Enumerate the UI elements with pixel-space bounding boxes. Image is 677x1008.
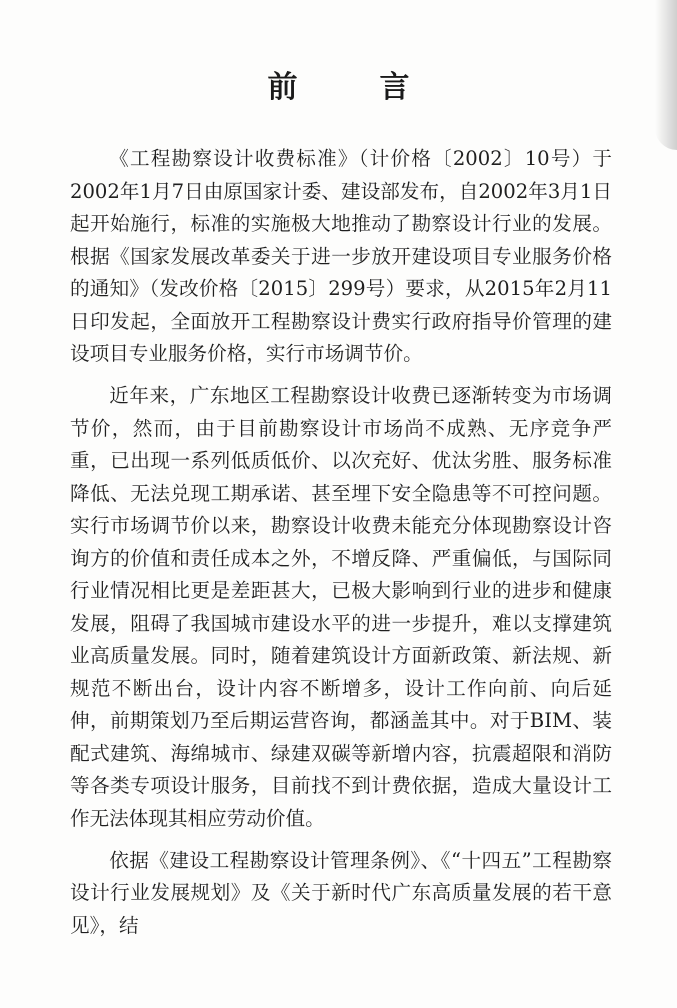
page-title: 前 言 (267, 70, 436, 105)
paragraph-1: 《工程勘察设计收费标准》（计价格〔2002〕10号）于2002年1月7日由原国家计委、建设部发布，自2002年3月1日起开始施行，标准的实施极大地推动了勘察设计行业的发展。根据《国家发展改革委关于进一步放开建设项目专业服务价格的通知》（发改价格〔2015〕299号）要求，从2015年2月11日印发起，全面放开工程勘察设计费实行政府指导价管理的建设项目专业服务价格，实行市场调节价。 (70, 147, 612, 365)
body-text (70, 143, 612, 952)
paragraph-2: 近年来，广东地区工程勘察设计收费已逐渐转变为市场调节价，然而，由于目前勘察设计市场尚不成熟、无序竞争严重，已出现一系列低质低价、以次充好、优汰劣胜、服务标准降低、无法兑现工期承诺、甚至埋下安全隐患等不可控问题。实行市场调节价以来，勘察设计收费未能充分体现勘察设计咨询方的价值和责任成本之外，不增反降、严重偏低，与国际同行业情况相比更是差距甚大，已极大影响到行业的进步和健康发展，阻碍了我国城市建设水平的进一步提升，难以支撑建筑业高质量发展。同时，随着建筑设计方面新政策、新法规、新规范不断出台，设计内容不断增多，设计工作向前、向后延伸，前期策划乃至后期运营咨询，都涵盖其中。对于BIM、装配式建筑、海绵城市、绿建双碳等新增内容，抗震超限和消防等各类专项设计服务，目前找不到计费依据，造成大量设计工作无法体现其相应劳动价值。 (70, 384, 612, 830)
paragraph-3: 依据《建设工程勘察设计管理条例》、《“十四五”工程勘察设计行业发展规划》及《关于新时代广东高质量发展的若干意见》，结 (70, 848, 612, 937)
